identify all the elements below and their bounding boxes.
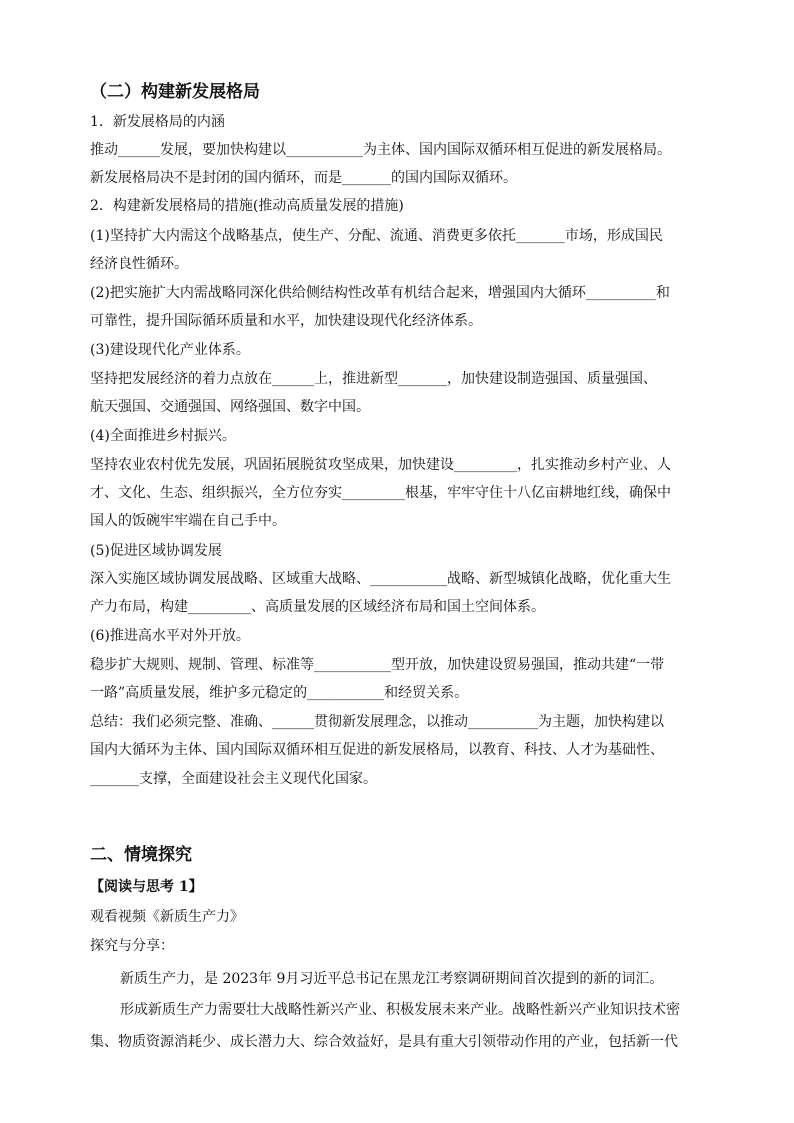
fill-blank-line: 坚持把发展经济的着力点放在______上，推进新型_______，加快建设制造强国、质量强国、 [90,371,657,387]
sub-item-heading: (4)全面推进乡村振兴。 [90,428,236,444]
fill-blank-line: (2)把实施扩大内需战略同深化供给侧结构性改革有机结合起来，增强国内大循环__________和 [90,285,670,301]
section-heading-scenario: 二、情境探究 [90,845,192,865]
fill-blank-line: 一路”高质量发展，维护多元稳定的___________和经贸关系。 [90,685,469,701]
paragraph-line: 形成新质生产力需要壮大战略性新兴产业、积极发展未来产业。战略性新兴产业知识技术密 [120,1002,680,1018]
summary-line: _______支撑，全面建设社会主义现代化国家。 [90,771,377,787]
fill-blank-line: 产力布局，构建_________、高质量发展的区域经济布局和国土空间体系。 [90,599,545,615]
summary-line: 国内大循环为主体、国内国际双循环相互促进的新发展格局，以教育、科技、人才为基础性、 [90,742,664,758]
explore-share-label: 探究与分享： [90,938,174,954]
fill-blank-line: 才、文化、生态、组织振兴，全方位夯实_________根基，牢牢守住十八亿亩耕地红线，确保中 [90,485,671,501]
item-heading-connotation: 1．新发展格局的内涵 [90,114,225,130]
text-line: 国人的饭碗牢牢端在自己手中。 [90,513,286,529]
text-line: 航天强国、交通强国、网络强国、数字中国。 [90,399,370,415]
item-heading-measures: 2．构建新发展格局的措施(推动高质量发展的措施) [90,198,404,214]
sub-item-heading: (3)建设现代化产业体系。 [90,342,250,358]
fill-blank-line: 推动______发展，要加快构建以___________为主体、国内国际双循环相互促进的新发展格局。 [90,142,671,158]
paragraph-line: 集、物质资源消耗少、成长潜力大、综合效益好，是具有重大引领带动作用的产业，包括新一代 [90,1034,678,1050]
paragraph-line: 新质生产力，是 2023年 9月习近平总书记在黑龙江考察调研期间首次提到的新的词汇。 [120,971,664,987]
section-heading-build-new-pattern: （二）构建新发展格局 [90,82,260,102]
sub-item-heading: (5)促进区域协调发展 [90,543,222,559]
summary-line: 总结：我们必须完整、准确、______贯彻新发展理念，以推动__________为主题，加快构建以 [90,714,664,730]
fill-blank-line: 新发展格局决不是封闭的国内循环，而是_______的国内国际双循环。 [90,170,517,186]
sub-item-heading: (6)推进高水平对外开放。 [90,628,250,644]
fill-blank-line: (1)坚持扩大内需这个战略基点，使生产、分配、流通、消费更多依托_______市场，形成国民 [90,228,663,244]
text-line: 可靠性，提升国际循环质量和水平，加快建设现代化经济体系。 [90,313,482,329]
fill-blank-line: 深入实施区域协调发展战略、区域重大战略、___________战略、新型城镇化战略，优化重大生 [90,571,671,587]
text-line: 经济良性循环。 [90,256,188,272]
fill-blank-line: 稳步扩大规则、规制、管理、标准等___________型开放，加快建设贸易强国，推动共建“一带 [90,657,665,673]
fill-blank-line: 坚持农业农村优先发展，巩固拓展脱贫攻坚成果，加快建设_________，扎实推动乡村产业、人 [90,457,671,473]
reading-thinking-label: 【阅读与思考 1】 [90,879,203,895]
video-line: 观看视频《新质生产力》 [90,909,244,925]
